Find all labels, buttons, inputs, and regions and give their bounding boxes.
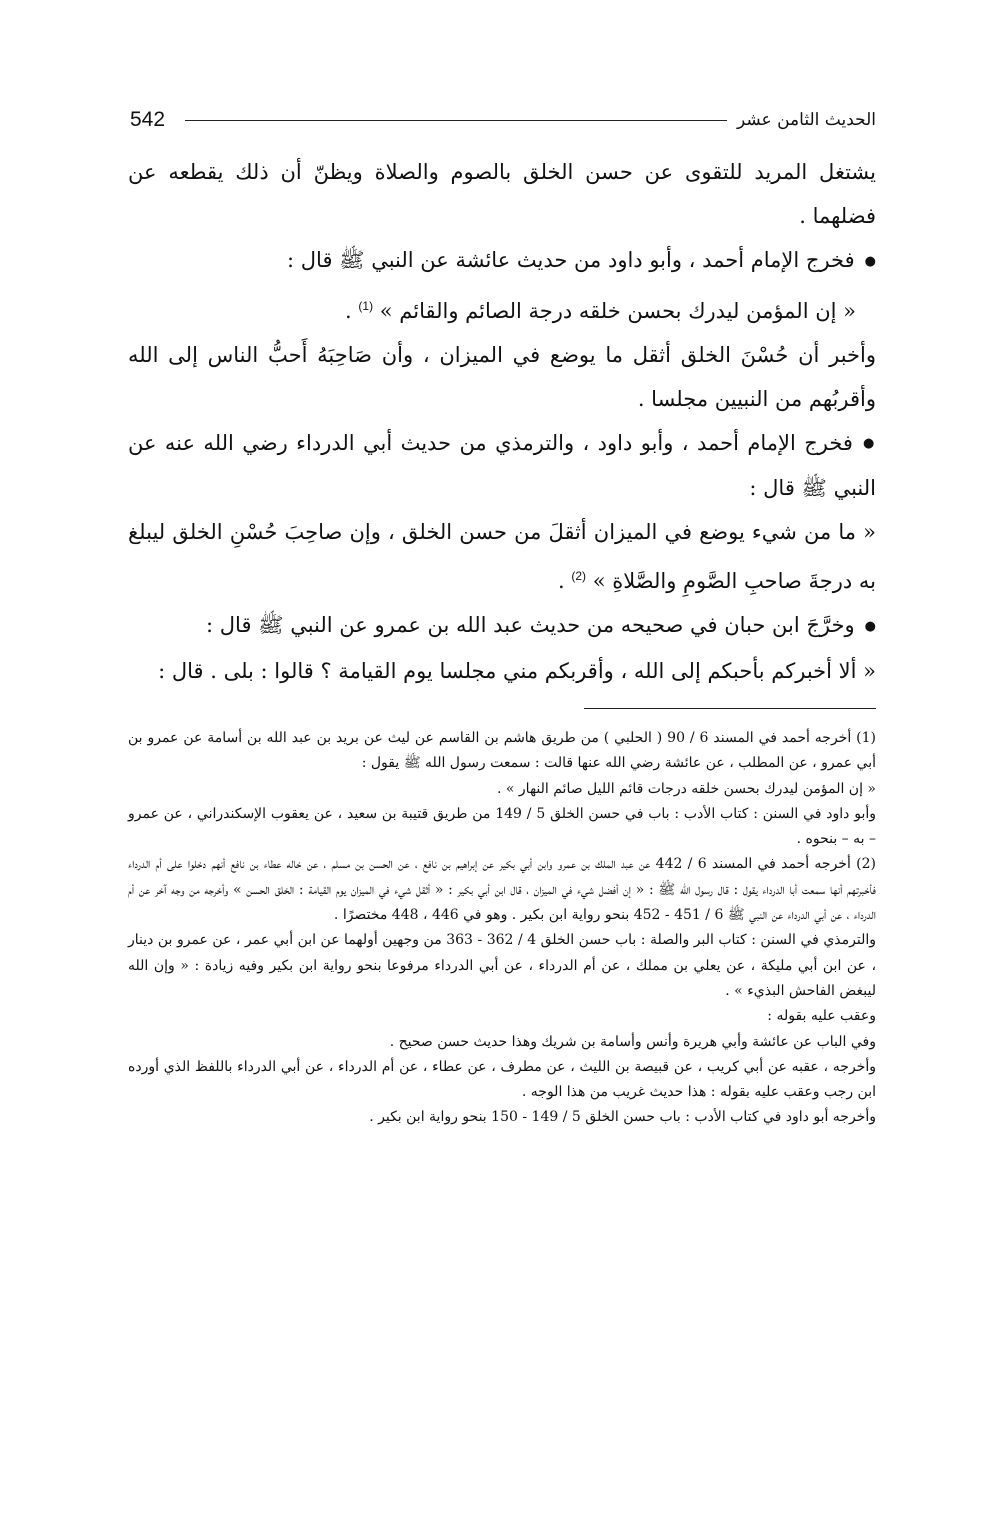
body-paragraph: وأخبر أن حُسْنَ الخلق أثقل ما يوضع في الميزان ، وأن صَاحِبَهُ أَحبُّ الناس إلى الله وأقربُهم من النبيين مجلسا .	[128, 342, 876, 411]
header-rule	[185, 120, 727, 121]
footnote-text: وأبو داود في السنن : كتاب الأدب : باب في حسن الخلق 5 / 149 من طريق قتيبة بن سعيد ، عن يعقوب الإسكندراني ، عن عمرو – به – بنحوه .	[128, 805, 876, 848]
quote-end: .	[345, 298, 359, 323]
page-number: 542	[130, 108, 166, 131]
footnote-text: وعقب عليه بقوله :	[767, 1008, 876, 1025]
footnote-text: (2) أخرجه أحمد في المسند 6 / 442 عن عبد الملك بن عمرو وابن أبي بكير عن إبراهيم بن نافع ، عن الحسن بن مسلم ، عن خاله عطاء بن نافع أنهم دخلوا على أم الدرداء فأخبرتهم أنها سمعت أبا الدرداء يقول : قال رسول الله ﷺ : « إن أفضل شيء في الميزان ، قال ابن أبي بكير : « أثقل شيء في الميزان يوم القيامة : الخلق الحسن » وأخرجه من وجه آخر عن أم الدرداء ، عن أبي الدرداء عن النبي ﷺ 6 / 451 - 452 بنحو رواية ابن بكير . وهو في 446 ، 448 مختصرًا .	[128, 856, 876, 924]
footnote-separator	[584, 708, 876, 709]
body-paragraph-bullet: ● فخرج الإمام أحمد ، وأبو داود ، والترمذي من حديث أبي الدرداء رضي الله عنه عن النبي ﷺ قال :	[128, 421, 876, 511]
body-paragraph: يشتغل المريد للتقوى عن حسن الخلق بالصوم والصلاة ويظنّ أن ذلك يقطعه عن فضلهما .	[128, 160, 876, 228]
footnote-text: والترمذي في السنن : كتاب البر والصلة : باب حسن الخلق 4 / 362 - 363 من وجهين أولهما عن ابن أبي عمر ، عن عمرو بن دينار ، عن ابن أبي مليكة ، عن يعلي بن مملك ، عن أم الدرداء ، عن أبي الدرداء مرفوعا بنحو رواية ابن بكير وفيه زيادة : « وإن الله ليبغض الفاحش البذيء » .	[128, 932, 877, 999]
footnote-text: وأخرجه أبو داود في كتاب الأدب : باب حسن الخلق 5 / 149 - 150 بنحو رواية ابن بكير .	[369, 1109, 876, 1126]
footnote-text: وفي الباب عن عائشة وأبي هريرة وأنس وأسامة بن شريك وهذا حديث حسن صحيح .	[389, 1033, 876, 1050]
hadith-quote	[128, 510, 876, 603]
quote-text: « ما من شيء يوضع في الميزان أثقلَ من حسن الخلق ، وإن صاحِبَ حُسْنِ الخلق ليبلغ به درجةَ صاحبِ الصَّومِ والصَّلاةِ »	[128, 520, 876, 593]
body-paragraph-bullet: ● وخرَّجَ ابن حبان في صحيحه من حديث عبد الله بن عمرو عن النبي ﷺ قال :	[128, 603, 876, 649]
hadith-quote	[128, 284, 876, 333]
body-paragraph-bullet: ● فخرج الإمام أحمد ، وأبو داود من حديث عائشة عن النبي ﷺ قال :	[128, 238, 876, 284]
footnote-ref-1[interactable]: (1)	[358, 298, 374, 313]
main-text	[128, 150, 876, 693]
footnote-text: « إن المؤمن ليدرك بحسن خلقه درجات قائم الليل صائم النهار » .	[497, 780, 876, 797]
page-header	[130, 100, 876, 140]
quote-end: .	[557, 569, 572, 593]
footnotes	[128, 726, 876, 1131]
footnote-ref-2[interactable]: (2)	[571, 569, 586, 583]
footnote-text: (1) أخرجه أحمد في المسند 6 / 90 ( الحلبي ) من طريق هاشم بن القاسم عن ليث عن بريد بن عبد الله بن أسامة عن عمرو بن أبي عمرو ، عن المطلب ، عن عائشة رضي الله عنها قالت : سمعت رسول الله ﷺ يقول :	[128, 730, 876, 772]
footnote-text: وأخرجه ، عقبه عن أبي كريب ، عن قبيصة بن الليث ، عن مطرف ، عن عطاء ، عن أم الدرداء ، عن أبي الدرداء باللفظ الذي أورده ابن رجب وعقب عليه بقوله : هذا حديث غريب من هذا الوجه .	[128, 1058, 876, 1101]
hadith-quote: « ألا أخبركم بأحبكم إلى الله ، وأقربكم مني مجلسا يوم القيامة ؟ قالوا : بلى . قال :	[158, 658, 876, 683]
running-title: الحديث الثامن عشر	[737, 110, 876, 130]
quote-text: « إن المؤمن ليدرك بحسن خلقه درجة الصائم والقائم »	[379, 298, 856, 323]
